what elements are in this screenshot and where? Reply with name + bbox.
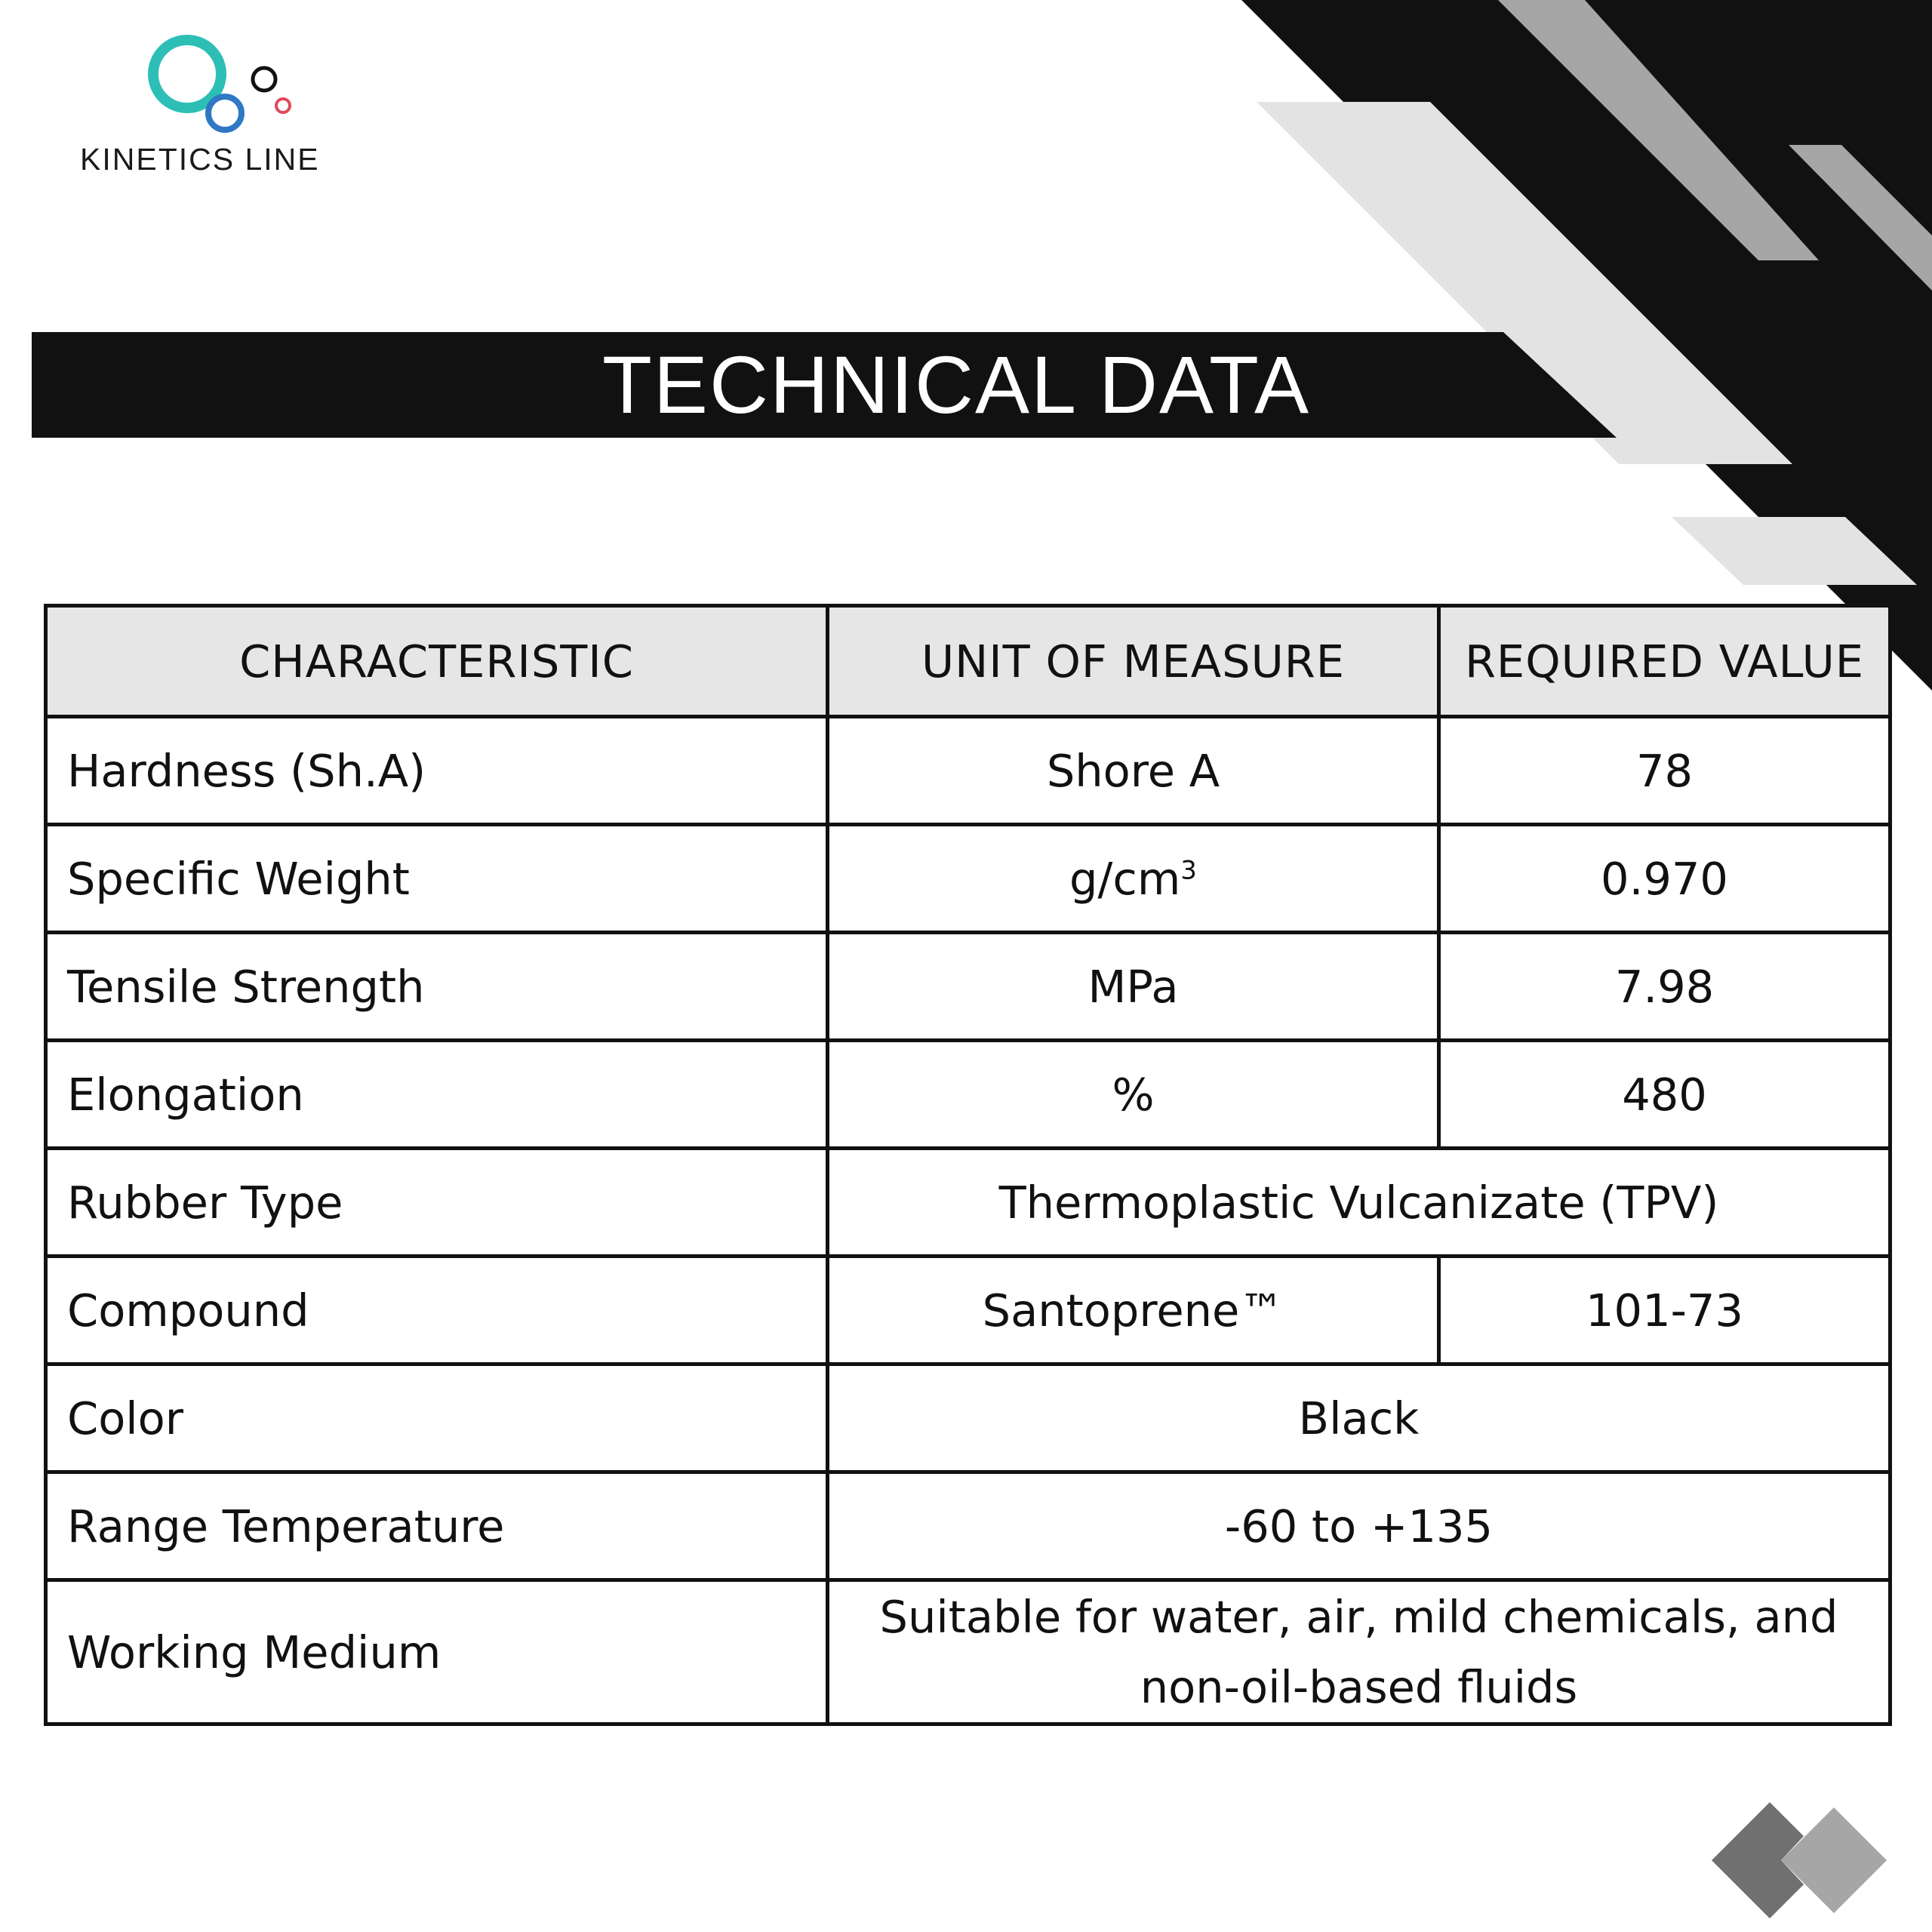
row-label: Color bbox=[46, 1364, 828, 1472]
row-unit: % bbox=[828, 1041, 1439, 1149]
brand-name: KINETICS LINE bbox=[80, 142, 320, 177]
row-label: Rubber Type bbox=[46, 1149, 828, 1257]
row-unit: Shore A bbox=[828, 717, 1439, 825]
row-merged-value: Thermoplastic Vulcanizate (TPV) bbox=[828, 1149, 1890, 1257]
unit-superscript: 3 bbox=[1180, 854, 1197, 885]
unit-text: g/cm bbox=[1069, 852, 1181, 905]
row-label: Working Medium bbox=[46, 1580, 828, 1724]
row-label: Hardness (Sh.A) bbox=[46, 717, 828, 825]
table-row bbox=[46, 1580, 1890, 1724]
technical-data-table bbox=[44, 604, 1892, 1726]
row-unit: Santoprene™ bbox=[828, 1257, 1439, 1364]
table-header-row bbox=[46, 606, 1890, 717]
table-row bbox=[46, 1041, 1890, 1149]
logo-circles-icon bbox=[143, 30, 385, 143]
row-value: 480 bbox=[1439, 1041, 1890, 1149]
row-merged-value: Black bbox=[828, 1364, 1890, 1472]
row-label: Elongation bbox=[46, 1041, 828, 1149]
table-row bbox=[46, 933, 1890, 1041]
row-merged-value: Suitable for water, air, mild chemicals, and non-oil-based fluids bbox=[828, 1580, 1890, 1724]
row-unit bbox=[828, 825, 1439, 933]
table-row bbox=[46, 1472, 1890, 1580]
table-row bbox=[46, 1257, 1890, 1364]
table-row bbox=[46, 1149, 1890, 1257]
row-merged-value: -60 to +135 bbox=[828, 1472, 1890, 1580]
row-label: Specific Weight bbox=[46, 825, 828, 933]
row-value: 78 bbox=[1439, 717, 1890, 825]
row-label: Tensile Strength bbox=[46, 933, 828, 1041]
page-title: TECHNICAL DATA bbox=[601, 339, 1311, 430]
kinetics-line-logo bbox=[75, 30, 377, 189]
row-unit: MPa bbox=[828, 933, 1439, 1041]
table-row bbox=[46, 1364, 1890, 1472]
header-unit: UNIT OF MEASURE bbox=[828, 606, 1439, 717]
table-row bbox=[46, 825, 1890, 933]
table-row bbox=[46, 717, 1890, 825]
header-characteristic: CHARACTERISTIC bbox=[46, 606, 828, 717]
row-value: 101-73 bbox=[1439, 1257, 1890, 1364]
row-label: Range Temperature bbox=[46, 1472, 828, 1580]
header-value: REQUIRED VALUE bbox=[1439, 606, 1890, 717]
row-value: 7.98 bbox=[1439, 933, 1890, 1041]
row-value: 0.970 bbox=[1439, 825, 1890, 933]
row-label: Compound bbox=[46, 1257, 828, 1364]
